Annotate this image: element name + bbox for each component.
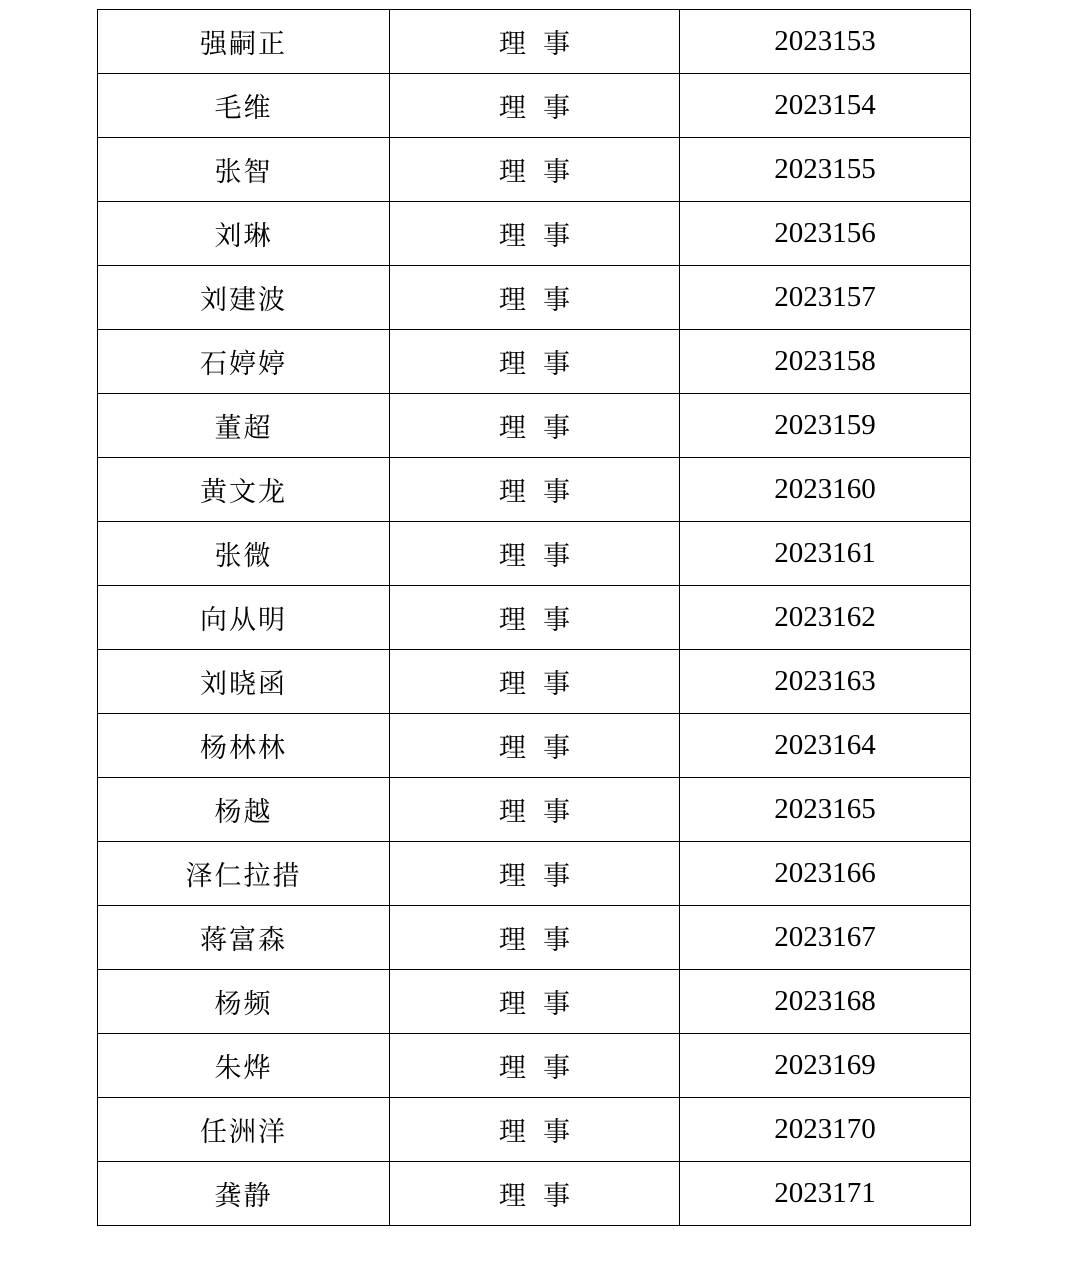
member-role: 理 事 [390, 842, 680, 906]
member-name: 刘琳 [98, 202, 390, 266]
table-row [98, 650, 971, 714]
member-id: 2023163 [680, 650, 971, 714]
member-id: 2023168 [680, 970, 971, 1034]
member-role: 理 事 [390, 586, 680, 650]
member-role: 理 事 [390, 1034, 680, 1098]
table-row [98, 394, 971, 458]
member-role: 理 事 [390, 1098, 680, 1162]
table-row [98, 842, 971, 906]
member-role: 理 事 [390, 650, 680, 714]
member-id: 2023157 [680, 266, 971, 330]
member-name: 朱烨 [98, 1034, 390, 1098]
member-id: 2023166 [680, 842, 971, 906]
table-row [98, 266, 971, 330]
member-name: 石婷婷 [98, 330, 390, 394]
member-name: 杨频 [98, 970, 390, 1034]
member-id: 2023169 [680, 1034, 971, 1098]
member-role: 理 事 [390, 458, 680, 522]
member-role: 理 事 [390, 266, 680, 330]
member-name: 任洲洋 [98, 1098, 390, 1162]
member-name: 杨林林 [98, 714, 390, 778]
member-name: 蒋富森 [98, 906, 390, 970]
member-name: 龚静 [98, 1162, 390, 1226]
member-name: 向从明 [98, 586, 390, 650]
member-role: 理 事 [390, 330, 680, 394]
table-row [98, 202, 971, 266]
table-row [98, 522, 971, 586]
table-row [98, 586, 971, 650]
table-row [98, 970, 971, 1034]
member-id: 2023158 [680, 330, 971, 394]
member-table-body [98, 10, 971, 1226]
member-id: 2023167 [680, 906, 971, 970]
member-id: 2023160 [680, 458, 971, 522]
member-id: 2023165 [680, 778, 971, 842]
table-row [98, 906, 971, 970]
member-name: 张微 [98, 522, 390, 586]
table-row [98, 714, 971, 778]
table-row [98, 330, 971, 394]
member-role: 理 事 [390, 138, 680, 202]
table-row [98, 458, 971, 522]
member-role: 理 事 [390, 970, 680, 1034]
table-row [98, 74, 971, 138]
member-role: 理 事 [390, 714, 680, 778]
member-id: 2023156 [680, 202, 971, 266]
member-role: 理 事 [390, 202, 680, 266]
table-row [98, 1098, 971, 1162]
table-row [98, 778, 971, 842]
member-name: 刘建波 [98, 266, 390, 330]
table-row [98, 1034, 971, 1098]
member-name: 张智 [98, 138, 390, 202]
member-name: 黄文龙 [98, 458, 390, 522]
member-role: 理 事 [390, 74, 680, 138]
member-id: 2023171 [680, 1162, 971, 1226]
member-role: 理 事 [390, 394, 680, 458]
member-role: 理 事 [390, 522, 680, 586]
member-name: 毛维 [98, 74, 390, 138]
member-id: 2023161 [680, 522, 971, 586]
member-id: 2023164 [680, 714, 971, 778]
member-id: 2023155 [680, 138, 971, 202]
member-table [97, 9, 971, 1226]
table-row [98, 1162, 971, 1226]
table-row [98, 138, 971, 202]
member-role: 理 事 [390, 906, 680, 970]
table-row [98, 10, 971, 74]
member-id: 2023170 [680, 1098, 971, 1162]
member-role: 理 事 [390, 10, 680, 74]
member-name: 杨越 [98, 778, 390, 842]
member-name: 泽仁拉措 [98, 842, 390, 906]
member-name: 刘晓函 [98, 650, 390, 714]
member-name: 董超 [98, 394, 390, 458]
member-id: 2023162 [680, 586, 971, 650]
member-role: 理 事 [390, 778, 680, 842]
member-name: 强嗣正 [98, 10, 390, 74]
member-id: 2023159 [680, 394, 971, 458]
member-id: 2023153 [680, 10, 971, 74]
member-role: 理 事 [390, 1162, 680, 1226]
member-id: 2023154 [680, 74, 971, 138]
